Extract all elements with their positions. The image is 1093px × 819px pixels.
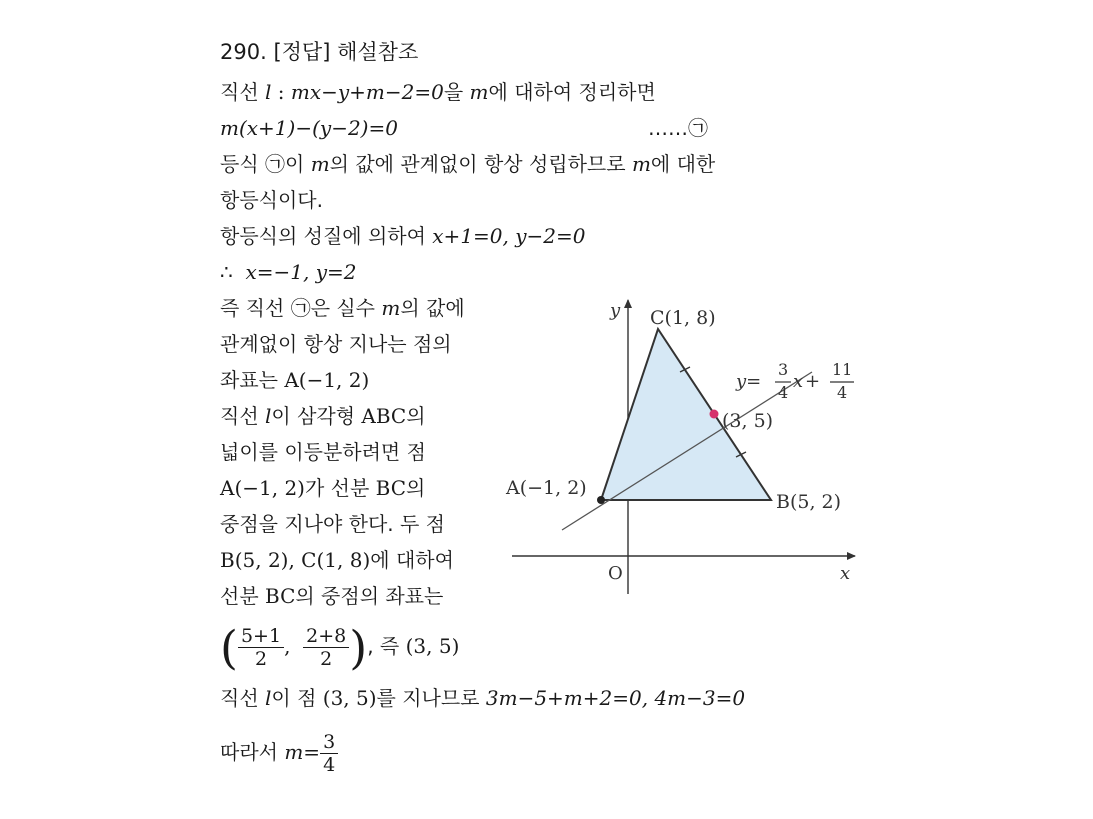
text: 에 대하여 xyxy=(370,548,454,572)
midpoint-coords: (3, 5) xyxy=(322,686,377,710)
midpoint-dot xyxy=(710,410,719,419)
solution-line-8 xyxy=(220,330,452,358)
text: 선분 xyxy=(220,584,265,608)
fraction-x xyxy=(238,625,284,670)
numerator: 2+8 xyxy=(303,625,349,648)
origin-label: O xyxy=(608,563,623,584)
solution-line-6 xyxy=(220,258,356,286)
point-b-label: B(5, 2) xyxy=(776,491,842,513)
solution-line-16 xyxy=(220,618,459,674)
solution-line-3 xyxy=(220,150,715,178)
circled-mark: ㉠ xyxy=(290,296,311,320)
line-eq-lhs: y= xyxy=(736,371,762,392)
points-bc: B(5, 2), C(1, 8) xyxy=(220,548,371,572)
text: 관계없이 항상 지나는 점의 xyxy=(220,332,452,356)
text: 즉 직선 xyxy=(220,296,291,320)
text: 이 삼각형 xyxy=(271,404,362,428)
therefore-symbol: ∴ xyxy=(220,260,233,284)
circled-mark: ㉠ xyxy=(265,152,285,176)
text: 의 xyxy=(406,404,426,428)
answer-fraction xyxy=(320,731,338,776)
circled-mark: ㉠ xyxy=(688,116,708,140)
solution-line-11 xyxy=(220,438,426,466)
point-a-coords: A(−1, 2) xyxy=(220,476,305,500)
var-l: l xyxy=(265,686,272,710)
text: 의 값에 xyxy=(400,296,465,320)
denominator: 2 xyxy=(254,648,268,670)
text: 를 지나므로 xyxy=(376,686,486,710)
triangle-name: ABC xyxy=(361,404,407,428)
text: 중점을 지나야 한다. 두 점 xyxy=(220,512,445,536)
var-l: l xyxy=(265,80,272,104)
denominator: 2 xyxy=(320,648,333,670)
segment-name: BC xyxy=(265,584,296,608)
solution-line-15 xyxy=(220,582,443,610)
solution-line-9 xyxy=(220,366,369,394)
dots: …… xyxy=(648,116,688,140)
text: 을 xyxy=(443,80,470,104)
text: 항등식의 성질에 의하여 xyxy=(220,224,433,248)
midpoint-label: (3, 5) xyxy=(722,410,774,432)
fraction-y xyxy=(303,625,349,670)
y-axis-label: y xyxy=(610,300,621,321)
segment-name: BC xyxy=(375,476,407,500)
var-m: m xyxy=(469,80,489,104)
var-l: l xyxy=(265,404,272,428)
point-c-label: C(1, 8) xyxy=(650,307,716,329)
x-axis-label: x xyxy=(840,563,851,584)
text: 등식 xyxy=(220,152,265,176)
text: : xyxy=(271,80,291,104)
text: 넓이를 이등분하려면 점 xyxy=(220,440,426,464)
text: 직선 xyxy=(220,80,265,104)
solution-line-13 xyxy=(220,510,445,538)
solution-line-17 xyxy=(220,684,745,712)
equation-tag xyxy=(648,114,708,142)
slope-denominator: 4 xyxy=(778,383,789,402)
var-m: m xyxy=(310,152,330,176)
solution-line-14 xyxy=(220,546,454,574)
solution-line-1 xyxy=(220,78,656,106)
text: 좌표는 xyxy=(220,368,285,392)
text: 의 xyxy=(406,476,426,500)
text: 에 대한 xyxy=(650,152,716,176)
line-equation: mx−y+m−2=0 xyxy=(290,80,444,104)
right-paren: ) xyxy=(349,620,368,675)
problem-number: 290. xyxy=(220,40,267,64)
intercept-denominator: 4 xyxy=(837,383,848,402)
point-a-coords: A(−1, 2) xyxy=(284,368,370,392)
text: 직선 xyxy=(220,404,265,428)
answer-text: 해설참조 xyxy=(337,40,419,64)
answer-tag: [정답] xyxy=(273,40,331,64)
text: 은 실수 xyxy=(310,296,382,320)
text: 따라서 xyxy=(220,740,285,764)
line-eq-plus: + xyxy=(805,371,821,392)
text: 이 xyxy=(285,152,311,176)
text: , 즉 xyxy=(367,634,406,658)
text: 직선 xyxy=(220,686,265,710)
answer-lhs: m= xyxy=(284,740,321,764)
solution-line-4 xyxy=(220,186,323,214)
solution-line-2 xyxy=(220,114,760,142)
point-a-label: A(−1, 2) xyxy=(506,477,587,499)
solution-line-18 xyxy=(220,724,338,780)
intercept-numerator: 11 xyxy=(832,360,853,379)
denominator: 4 xyxy=(323,754,336,776)
left-paren: ( xyxy=(220,620,238,675)
midpoint-coords: (3, 5) xyxy=(405,634,460,658)
line-eq-x: x xyxy=(793,371,804,392)
solution-line-12 xyxy=(220,474,425,502)
triangle-figure xyxy=(500,294,870,599)
solution-line-10 xyxy=(220,402,426,430)
substitution-equations: 3m−5+m+2=0, 4m−3=0 xyxy=(485,686,746,710)
text: 의 값에 관계없이 항상 성립하므로 xyxy=(329,152,632,176)
numerator: 5+1 xyxy=(238,625,284,648)
rearranged-equation: m(x+1)−(y−2)=0 xyxy=(220,116,398,140)
comma: , xyxy=(284,634,291,658)
text: 에 대하여 정리하면 xyxy=(488,80,656,104)
problem-heading xyxy=(220,38,418,66)
var-m: m xyxy=(631,152,651,176)
point-a-dot xyxy=(597,496,605,504)
text: 이 점 xyxy=(271,686,323,710)
text: 가 선분 xyxy=(304,476,376,500)
var-m: m xyxy=(381,296,401,320)
solution-line-5 xyxy=(220,222,586,250)
solution-values: x=−1, y=2 xyxy=(245,260,357,284)
equations: x+1=0, y−2=0 xyxy=(432,224,586,248)
text: 항등식이다. xyxy=(220,188,323,212)
slope-numerator: 3 xyxy=(778,360,789,379)
text: 의 중점의 좌표는 xyxy=(295,584,444,608)
numerator: 3 xyxy=(320,731,338,754)
solution-line-7 xyxy=(220,294,465,322)
